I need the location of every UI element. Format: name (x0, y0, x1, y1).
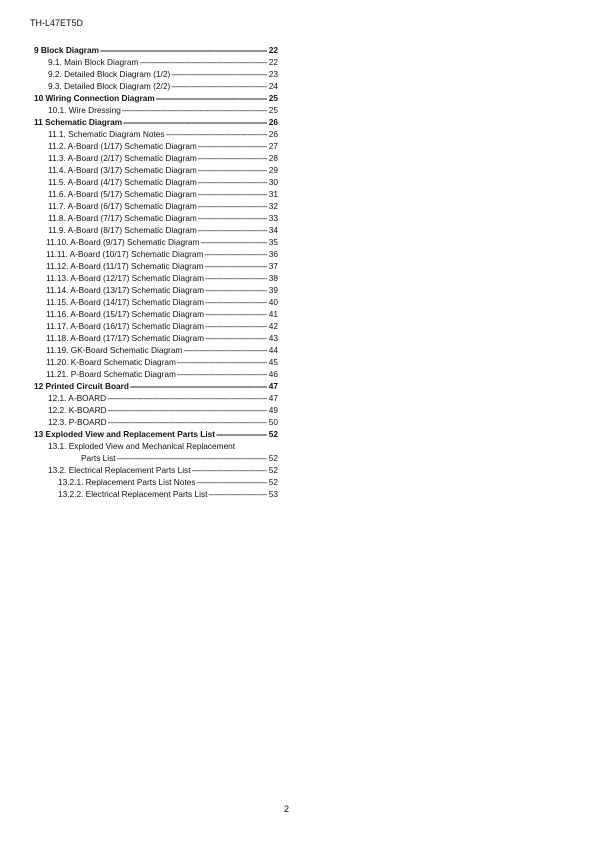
toc-leader (171, 80, 267, 92)
toc-entry-label: 11.6. A-Board (5/17) Schematic Diagram (48, 189, 197, 199)
toc-entry-label: 11.13. A-Board (12/17) Schematic Diagram (46, 273, 205, 283)
toc-entry-label: 12.1. A-BOARD (48, 393, 107, 403)
toc-entry-page: 50 (268, 417, 278, 427)
toc-entry-page: 22 (268, 45, 278, 55)
toc-entry-label: 11.10. A-Board (9/17) Schematic Diagram (46, 237, 200, 247)
toc-entry-label: 12.2. K-BOARD (48, 405, 107, 415)
toc-leader (139, 56, 267, 68)
toc-entry[interactable] (34, 416, 278, 428)
toc-entry-page: 36 (268, 249, 278, 259)
toc-leader (108, 416, 267, 428)
toc-entry[interactable] (34, 44, 278, 56)
toc-leader (183, 344, 267, 356)
toc-entry-page: 25 (268, 93, 278, 103)
toc-entry-label: 13.2.2. Electrical Replacement Parts List (58, 489, 208, 499)
toc-leader (208, 488, 267, 500)
toc-leader (198, 188, 267, 200)
toc-entry-label: 11.5. A-Board (4/17) Schematic Diagram (48, 177, 197, 187)
toc-leader (130, 380, 267, 392)
toc-entry[interactable] (34, 440, 278, 452)
toc-leader (171, 68, 267, 80)
toc-entry-page: 49 (268, 405, 278, 415)
toc-leader (192, 464, 268, 476)
toc-entry-page: 26 (268, 129, 278, 139)
toc-leader (156, 92, 267, 104)
toc-entry-page: 47 (268, 393, 278, 403)
toc-entry[interactable] (34, 80, 278, 92)
toc-entry[interactable] (34, 308, 278, 320)
toc-entry[interactable] (34, 224, 278, 236)
toc-leader (107, 392, 267, 404)
toc-entry-page: 26 (268, 117, 278, 127)
toc-entry[interactable] (34, 164, 278, 176)
toc-entry-label: 11.11. A-Board (10/17) Schematic Diagram (46, 249, 204, 259)
toc-entry-label: 12.3. P-BOARD (48, 417, 107, 427)
toc-entry[interactable] (34, 188, 278, 200)
toc-entry[interactable] (34, 56, 278, 68)
toc-entry-label: 13.1. Exploded View and Mechanical Replacement (48, 441, 236, 451)
toc-entry[interactable] (34, 68, 278, 80)
toc-entry[interactable] (34, 380, 278, 392)
toc-entry[interactable] (34, 404, 278, 416)
toc-entry-label: 13 Exploded View and Replacement Parts List (34, 429, 216, 439)
toc-entry-label: 11.12. A-Board (11/17) Schematic Diagram (46, 261, 204, 271)
toc-leader (196, 476, 267, 488)
toc-entry-label: 12 Printed Circuit Board (34, 381, 129, 391)
toc-entry[interactable] (34, 260, 278, 272)
toc-leader (198, 176, 267, 188)
toc-entry[interactable] (34, 104, 278, 116)
toc-leader (216, 428, 267, 440)
toc-entry-page: 40 (268, 297, 278, 307)
toc-leader (205, 272, 267, 284)
toc-leader (123, 116, 267, 128)
toc-entry[interactable] (34, 356, 278, 368)
toc-entry-label: 11.14. A-Board (13/17) Schematic Diagram (46, 285, 205, 295)
page-number: 2 (284, 804, 290, 814)
toc-leader (117, 452, 267, 464)
toc-entry-page: 34 (268, 225, 278, 235)
toc-entry-label: Parts List (81, 453, 116, 463)
toc-entry-label: 11.18. A-Board (17/17) Schematic Diagram (46, 333, 205, 343)
toc-entry-page: 41 (268, 309, 278, 319)
toc-entry-page: 52 (268, 453, 278, 463)
toc-leader (205, 320, 267, 332)
toc-entry[interactable] (34, 248, 278, 260)
toc-leader (205, 296, 267, 308)
toc-entry[interactable] (34, 236, 278, 248)
toc-leader (100, 44, 267, 56)
toc-leader (204, 248, 267, 260)
toc-entry[interactable] (34, 284, 278, 296)
toc-entry-page: 24 (268, 81, 278, 91)
toc-entry[interactable] (34, 392, 278, 404)
toc-entry-page: 44 (268, 345, 278, 355)
toc-entry[interactable] (34, 128, 278, 140)
toc-entry-page: 33 (268, 213, 278, 223)
toc-entry-page: 52 (268, 429, 278, 439)
toc-entry-label: 11.7. A-Board (6/17) Schematic Diagram (48, 201, 197, 211)
toc-entry-label: 13.2.1. Replacement Parts List Notes (58, 477, 196, 487)
toc-entry-page: 52 (268, 477, 278, 487)
toc-leader (205, 284, 267, 296)
toc-entry-page: 45 (268, 357, 278, 367)
toc-entry-label: 11.21. P-Board Schematic Diagram (46, 369, 176, 379)
table-of-contents (34, 44, 278, 500)
toc-leader (205, 308, 267, 320)
toc-entry[interactable] (34, 464, 278, 476)
toc-entry[interactable] (34, 428, 278, 440)
toc-entry[interactable] (34, 488, 278, 500)
toc-leader (198, 164, 267, 176)
toc-entry[interactable] (34, 176, 278, 188)
toc-entry-label: 11.4. A-Board (3/17) Schematic Diagram (48, 165, 197, 175)
toc-leader (198, 224, 267, 236)
toc-entry-label: 11.19. GK-Board Schematic Diagram (46, 345, 183, 355)
toc-entry[interactable] (34, 452, 278, 464)
toc-leader (177, 368, 267, 380)
toc-entry-page: 43 (268, 333, 278, 343)
toc-entry-label: 11.9. A-Board (8/17) Schematic Diagram (48, 225, 197, 235)
toc-entry-label: 11.15. A-Board (14/17) Schematic Diagram (46, 297, 205, 307)
toc-entry-page: 23 (268, 69, 278, 79)
toc-entry[interactable] (34, 200, 278, 212)
toc-entry-page: 28 (268, 153, 278, 163)
toc-entry-page: 30 (268, 177, 278, 187)
toc-entry-label: 11 Schematic Diagram (34, 117, 123, 127)
toc-entry-label: 13.2. Electrical Replacement Parts List (48, 465, 191, 475)
toc-entry-label: 11.3. A-Board (2/17) Schematic Diagram (48, 153, 197, 163)
toc-entry-label: 10 Wiring Connection Diagram (34, 93, 155, 103)
toc-leader (122, 104, 267, 116)
toc-entry[interactable] (34, 152, 278, 164)
toc-entry-page: 27 (268, 141, 278, 151)
toc-entry-label: 9 Block Diagram (34, 45, 100, 55)
toc-entry-label: 9.3. Detailed Block Diagram (2/2) (48, 81, 171, 91)
toc-entry-page: 52 (268, 465, 278, 475)
toc-entry-page: 53 (268, 489, 278, 499)
toc-entry-page: 32 (268, 201, 278, 211)
toc-entry-label: 11.2. A-Board (1/17) Schematic Diagram (48, 141, 197, 151)
toc-entry-label: 11.8. A-Board (7/17) Schematic Diagram (48, 213, 197, 223)
toc-entry[interactable] (34, 320, 278, 332)
toc-leader (198, 152, 267, 164)
toc-entry[interactable] (34, 296, 278, 308)
toc-leader (200, 236, 267, 248)
toc-entry[interactable] (34, 368, 278, 380)
toc-entry-label: 11.17. A-Board (16/17) Schematic Diagram (46, 321, 205, 331)
toc-entry-page: 22 (268, 57, 278, 67)
toc-entry[interactable] (34, 140, 278, 152)
document-code: TH-L47ET5D (30, 18, 84, 28)
toc-entry-label: 9.1. Main Block Diagram (48, 57, 139, 67)
toc-entry-page: 46 (268, 369, 278, 379)
toc-entry-page: 35 (268, 237, 278, 247)
toc-entry-label: 9.2. Detailed Block Diagram (1/2) (48, 69, 171, 79)
toc-entry-label: 10.1. Wire Dressing (48, 105, 121, 115)
toc-entry[interactable] (34, 212, 278, 224)
toc-leader (198, 200, 267, 212)
toc-entry-label: 11.1. Schematic Diagram Notes (48, 129, 165, 139)
toc-leader (198, 140, 267, 152)
toc-leader (198, 212, 267, 224)
toc-entry-page: 47 (268, 381, 278, 391)
toc-entry[interactable] (34, 476, 278, 488)
toc-entry-page: 42 (268, 321, 278, 331)
toc-leader (177, 356, 267, 368)
toc-entry-page: 37 (268, 261, 278, 271)
toc-entry-page: 31 (268, 189, 278, 199)
toc-entry-label: 11.16. A-Board (15/17) Schematic Diagram (46, 309, 205, 319)
toc-entry[interactable] (34, 344, 278, 356)
toc-entry-page: 25 (268, 105, 278, 115)
toc-entry-page: 39 (268, 285, 278, 295)
toc-entry[interactable] (34, 92, 278, 104)
toc-entry[interactable] (34, 272, 278, 284)
toc-leader (204, 260, 267, 272)
toc-entry[interactable] (34, 116, 278, 128)
toc-leader (166, 128, 267, 140)
toc-entry[interactable] (34, 332, 278, 344)
toc-leader (108, 404, 267, 416)
toc-entry-page: 29 (268, 165, 278, 175)
toc-leader (205, 332, 267, 344)
toc-entry-label: 11.20. K-Board Schematic Diagram (46, 357, 176, 367)
toc-entry-page: 38 (268, 273, 278, 283)
